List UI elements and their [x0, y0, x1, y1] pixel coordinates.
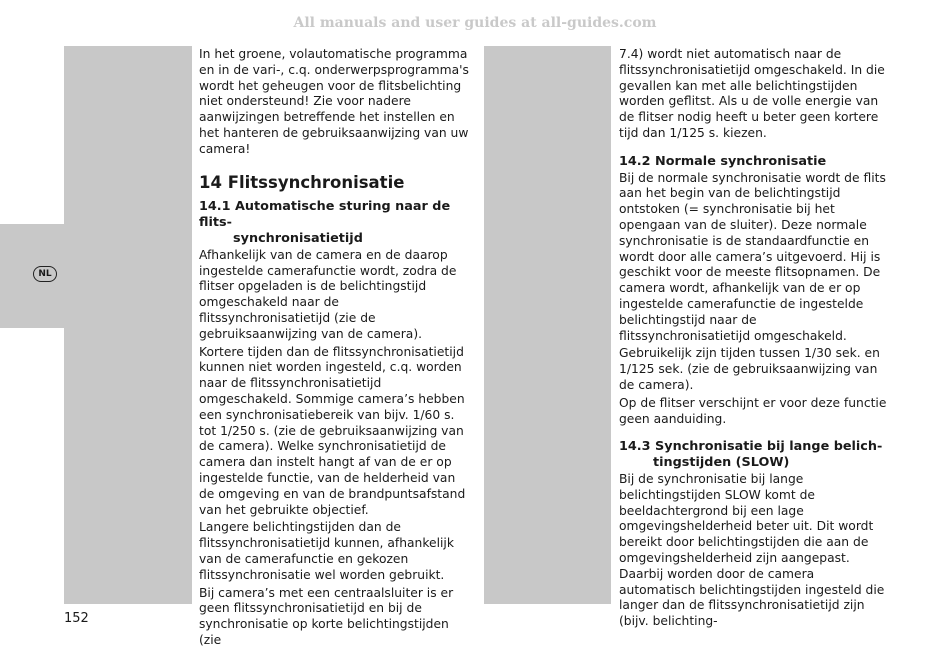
subsection-title-14-3-line2: tingstijden (SLOW): [653, 455, 790, 471]
paragraph: Gebruikelijk zijn tijden tussen 1/30 sek. en 1/125 sek. (zie de gebruiksaanwijzing van de camera).: [619, 346, 880, 392]
middle-margin-band: [484, 46, 611, 604]
paragraph: Bij de synchronisatie bij lange belichtingstijden SLOW komt de beeldachtergrond bij een lage omgevingshelderheid beter uit. Dit wordt bereikt door belichtingstijden die aan de omgevingshelderheid zijn aangepast. Daarbij worden door de camera automatisch belichtingstijden ingesteld die langer dan de flitssynchronisatietijd zijn (bijv. belichting-: [619, 471, 885, 629]
subsection-title-14-1-line1: 14.1 Automatische sturing naar de flits-: [199, 199, 451, 231]
paragraph: Afhankelijk van de camera en de daarop ingestelde camerafunctie wordt, zodra de flitser opgeladen is de belichtingstijd omgeschakeld naar de flitssynchronisatietijd (zie de gebruiksaanwijzing van de camera).: [199, 247, 457, 341]
page-number: 152: [64, 611, 89, 626]
left-margin-band: [64, 46, 192, 604]
paragraph: Bij de normale synchronisatie wordt de flits aan het begin van de belichtingstijd ontstoken (= synchronisatie bij het opengaan van de sluiter). Deze normale synchronisatie is de standaardfunctie en wordt door alle camera’s uitgevoerd. Hij is geschikt voor de meeste flitsopnamen. De camera wordt, afhankelijk van de er op ingestelde camerafunctie de ingestelde belichtingstijd naar de flitssynchronisatietijd omgeschakeld.: [619, 170, 886, 343]
subsection-title-14-1: [199, 199, 469, 246]
paragraph: Kortere tijden dan de flitssynchronisatietijd kunnen niet worden ingesteld, c.q. worden naar de flitssynchronisatietijd omgeschakeld. Sommige camera’s hebben een synchronisatiebereik van bijv. 1/60 s. tot 1/250 s. (zie de gebruiksaanwijzing van de camera). Welke synchronisatietijd de camera dan instelt hangt af van de er op ingestelde functie, van de helderheid van de omgeving en van de brandpuntsafstand van het gebruikte objectief.: [199, 344, 466, 517]
watermark: All manuals and user guides at all-guides.com: [293, 15, 657, 31]
paragraph: Bij camera’s met een centraalsluiter is er geen flitssynchronisatietijd en bij de synchronisatie op korte belichtingstijden (zie: [199, 585, 454, 647]
subsection-title-14-2: 14.2 Normale synchronisatie: [619, 153, 827, 169]
subsection-title-14-3-line1: 14.3 Synchronisatie bij lange belich-: [619, 439, 883, 455]
left-column: [199, 47, 469, 651]
language-badge: NL: [33, 266, 57, 282]
paragraph: 7.4) wordt niet automatisch naar de flitssynchronisatietijd omgeschakeld. In die gevallen kan met alle belichtingstijden worden geflitst. Als u de volle energie van de flitser nodig heeft u beter geen kortere tijd dan 1/125 s. kiezen.: [619, 47, 885, 140]
paragraph: Langere belichtingstijden dan de flitssynchronisatietijd kunnen, afhankelijk van de camerafunctie en gekozen flitssynchronisatie wel worden gebruikt.: [199, 520, 454, 582]
subsection-title-14-3: [619, 439, 889, 471]
section-title: 14 Flitssynchronisatie: [199, 172, 405, 192]
paragraph: Op de flitser verschijnt er voor deze functie geen aanduiding.: [619, 395, 887, 426]
subsection-title-14-1-line2: synchronisatietijd: [233, 230, 363, 246]
right-column: [619, 47, 889, 632]
intro-paragraph: In het groene, volautomatische programma en in de vari-, c.q. onderwerpsprogramma's wordt het geheugen voor de flitsbelichting niet ondersteund! Zie voor nadere aanwijzingen betreffende het instellen en het hanteren de gebruiksaanwijzing van uw camera!: [199, 47, 469, 156]
